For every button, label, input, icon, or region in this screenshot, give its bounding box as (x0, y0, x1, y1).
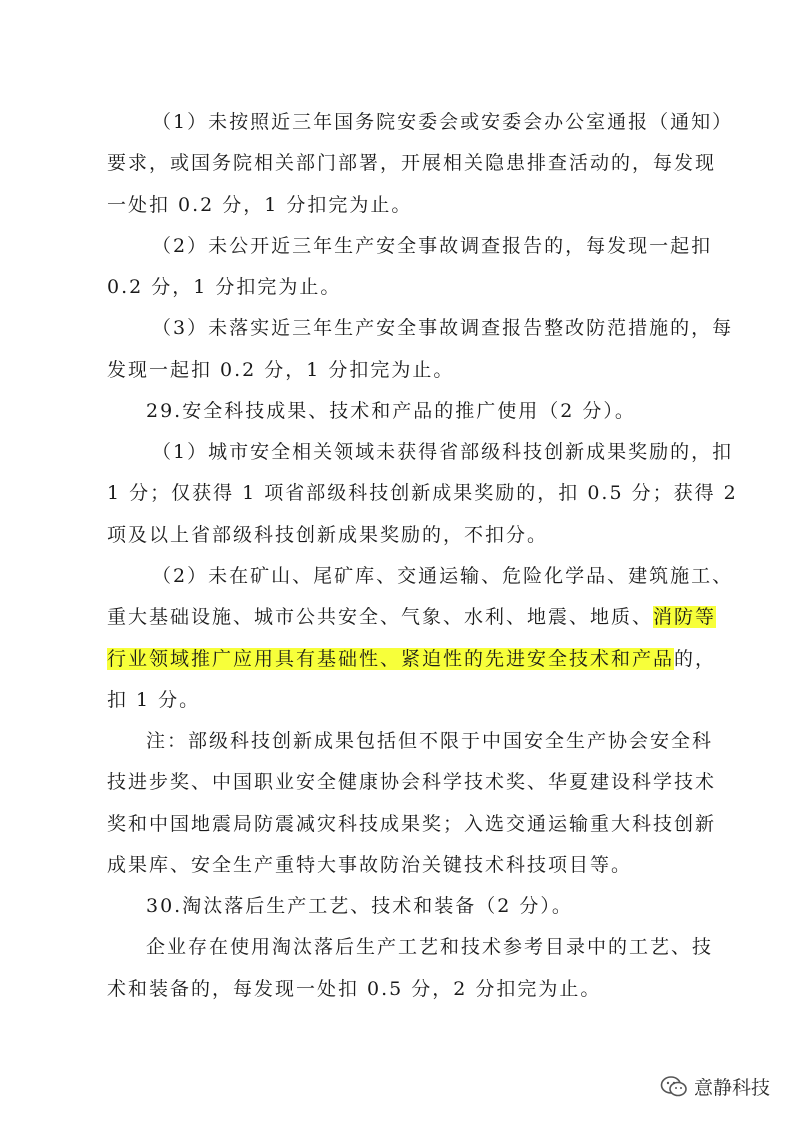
text-line: 一处扣 0.2 分，1 分扣完为止。 (107, 194, 413, 216)
text-line: 重大基础设施、城市公共安全、气象、水利、地震、地质、消防等 (107, 606, 717, 628)
text-line: 扣 1 分。 (107, 689, 201, 711)
text-line: （3）未落实近三年生产安全事故调查报告整改防范措施的，每 (152, 317, 734, 339)
text-line: （1）城市安全相关领域未获得省部级科技创新成果奖励的，扣 (152, 441, 734, 463)
text-line: （2）未公开近三年生产安全事故调查报告的，每发现一起扣 (152, 235, 713, 257)
section-heading: 30.淘汰落后生产工艺、技术和装备（2 分）。 (146, 895, 573, 917)
highlighted-text: 消防等 (653, 606, 717, 628)
watermark-text: 意静科技 (693, 1077, 770, 1099)
text-line: 发现一起扣 0.2 分，1 分扣完为止。 (107, 359, 455, 381)
section-heading: 29.安全科技成果、技术和产品的推广使用（2 分）。 (146, 400, 636, 422)
note-line: 注：部级科技创新成果包括但不限于中国安全生产协会安全科 (146, 730, 714, 752)
highlighted-text: 行业领域推广应用具有基础性、紧迫性的先进安全技术和产品 (107, 648, 675, 670)
text-line: 0.2 分，1 分扣完为止。 (107, 276, 342, 298)
text-line: 项及以上省部级科技创新成果奖励的，不扣分。 (107, 524, 549, 546)
text-line: 1 分；仅获得 1 项省部级科技创新成果奖励的，扣 0.5 分；获得 2 (107, 482, 738, 504)
text-line: （1）未按照近三年国务院安委会或安委会办公室通报（通知） (152, 111, 734, 133)
text-line: 奖和中国地震局防震减灾科技成果奖；入选交通运输重大科技创新 (107, 813, 717, 835)
text-line: 技进步奖、中国职业安全健康协会科学技术奖、华夏建设科学技术 (107, 771, 717, 793)
watermark (660, 1073, 770, 1100)
text-line: 成果库、安全生产重特大事故防治关键技术科技项目等。 (107, 854, 633, 876)
text-line: 企业存在使用淘汰落后生产工艺和技术参考目录中的工艺、技 (146, 936, 714, 958)
text-line: 行业领域推广应用具有基础性、紧迫性的先进安全技术和产品的， (107, 648, 717, 670)
text-line: 术和装备的，每发现一处扣 0.5 分，2 分扣完为止。 (107, 978, 602, 1000)
text-line: （2）未在矿山、尾矿库、交通运输、危险化学品、建筑施工、 (152, 565, 734, 587)
text-line: 要求，或国务院相关部门部署，开展相关隐患排查活动的，每发现 (107, 152, 717, 174)
wechat-icon (660, 1075, 688, 1099)
